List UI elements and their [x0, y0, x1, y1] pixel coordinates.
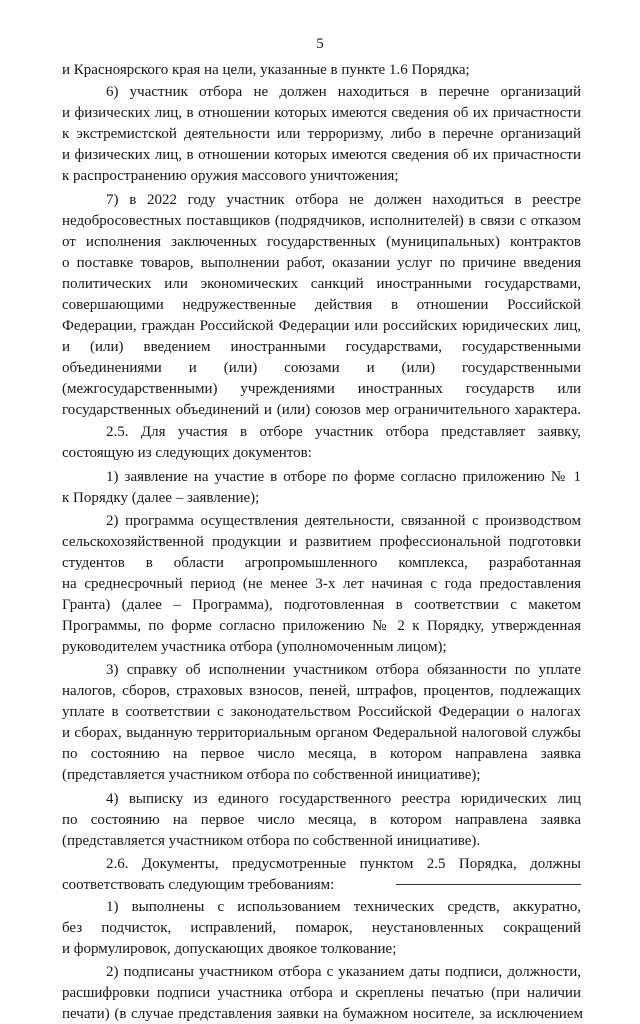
page-number: 5: [316, 36, 324, 52]
text-line: без подчисток, исправлений, помарок, неустановленных сокращений: [62, 920, 581, 936]
text-line: 3) справку об исполнении участником отбора обязанности по уплате: [106, 662, 581, 678]
text-line: к распространению оружия массового уничтожения;: [62, 168, 399, 184]
text-line: и (или) введением иностранными государствами, государственными: [62, 339, 581, 355]
text-line: Программы, по форме согласно приложению № 2 к Порядку, утвержденная: [62, 618, 581, 634]
footer-rule: [396, 884, 581, 885]
text-line: расшифровки подписи участника отбора и скреплены печатью (при наличии: [62, 985, 581, 1001]
text-line: от исполнения заключенных государственных (муниципальных) контрактов: [62, 234, 581, 250]
text-line: совершающими недружественные действия в отношении Российской: [62, 297, 581, 313]
text-line: налогов, сборов, страховых взносов, пеней, штрафов, процентов, подлежащих: [62, 683, 581, 699]
text-line: Федерации, граждан Российской Федерации или российских юридических лиц,: [62, 318, 581, 334]
text-line: объединениями и (или) союзами и (или) государственными: [62, 360, 581, 376]
text-line: печати) (в случае представления заявки на бумажном носителе, за исключением: [62, 1006, 583, 1022]
text-line: сельскохозяйственной продукции и развитием профессиональной подготовки: [62, 534, 581, 550]
text-line: на среднесрочный период (не менее 3-х лет начиная с года предоставления: [62, 576, 581, 592]
text-line: (представляется участником отбора по собственной инициативе);: [62, 767, 481, 783]
text-line: к экстремистской деятельности или терроризму, либо в перечне организаций: [62, 126, 581, 142]
text-line: и физических лиц, в отношении которых имеются сведения об их причастности: [62, 105, 581, 121]
text-line: руководителем участника отбора (уполномоченным лицом);: [62, 639, 447, 655]
text-line: политических или экономических санкций иностранными государствами,: [62, 276, 581, 292]
text-line: по состоянию на первое число месяца, в котором направлена заявка: [62, 812, 581, 828]
text-line: Гранта) (далее – Программа), подготовленная в соответствии с макетом: [62, 597, 581, 613]
text-line: 2.6. Документы, предусмотренные пунктом 2.5 Порядка, должны: [106, 856, 581, 872]
text-line: 1) заявление на участие в отборе по форме согласно приложению № 1: [106, 469, 581, 485]
text-line: (межгосударственными) учреждениями иностранных государств или: [62, 381, 581, 397]
text-line: к Порядку (далее – заявление);: [62, 490, 260, 506]
text-line: уплате в соответствии с законодательством Российской Федерации о налогах: [62, 704, 581, 720]
text-line: соответствовать следующим требованиям:: [62, 877, 335, 893]
text-line: 7) в 2022 году участник отбора не должен находиться в реестре: [106, 192, 581, 208]
text-line: 2.5. Для участия в отборе участник отбора представляет заявку,: [106, 424, 581, 440]
text-line: и формулировок, допускающих двоякое толкование;: [62, 941, 397, 957]
text-line: студентов в области агропромышленного комплекса, разработанная: [62, 555, 581, 571]
text-line: недобросовестных поставщиков (подрядчиков, исполнителей) в связи с отказом: [62, 213, 581, 229]
text-line: и Красноярского края на цели, указанные в пункте 1.6 Порядка;: [62, 62, 470, 78]
text-line: 4) выписку из единого государственного реестра юридических лиц: [106, 791, 581, 807]
text-line: и сборах, выданную территориальным органом Федеральной налоговой службы: [62, 725, 581, 741]
text-line: и физических лиц, в отношении которых имеются сведения об их причастности: [62, 147, 581, 163]
text-line: государственных объединений и (или) союзов мер ограничительного характера.: [62, 402, 581, 418]
text-line: 6) участник отбора не должен находиться в перечне организаций: [106, 84, 581, 100]
text-line: 2) подписаны участником отбора с указанием даты подписи, должности,: [106, 964, 581, 980]
text-line: (представляется участником отбора по собственной инициативе).: [62, 833, 481, 849]
text-line: 2) программа осуществления деятельности, связанной с производством: [106, 513, 581, 529]
text-line: 1) выполнены с использованием технических средств, аккуратно,: [106, 899, 581, 915]
text-line: по состоянию на первое число месяца, в котором направлена заявка: [62, 746, 581, 762]
text-line: о поставке товаров, выполнении работ, оказании услуг по причине введения: [62, 255, 581, 271]
text-line: состоящую из следующих документов:: [62, 445, 312, 461]
